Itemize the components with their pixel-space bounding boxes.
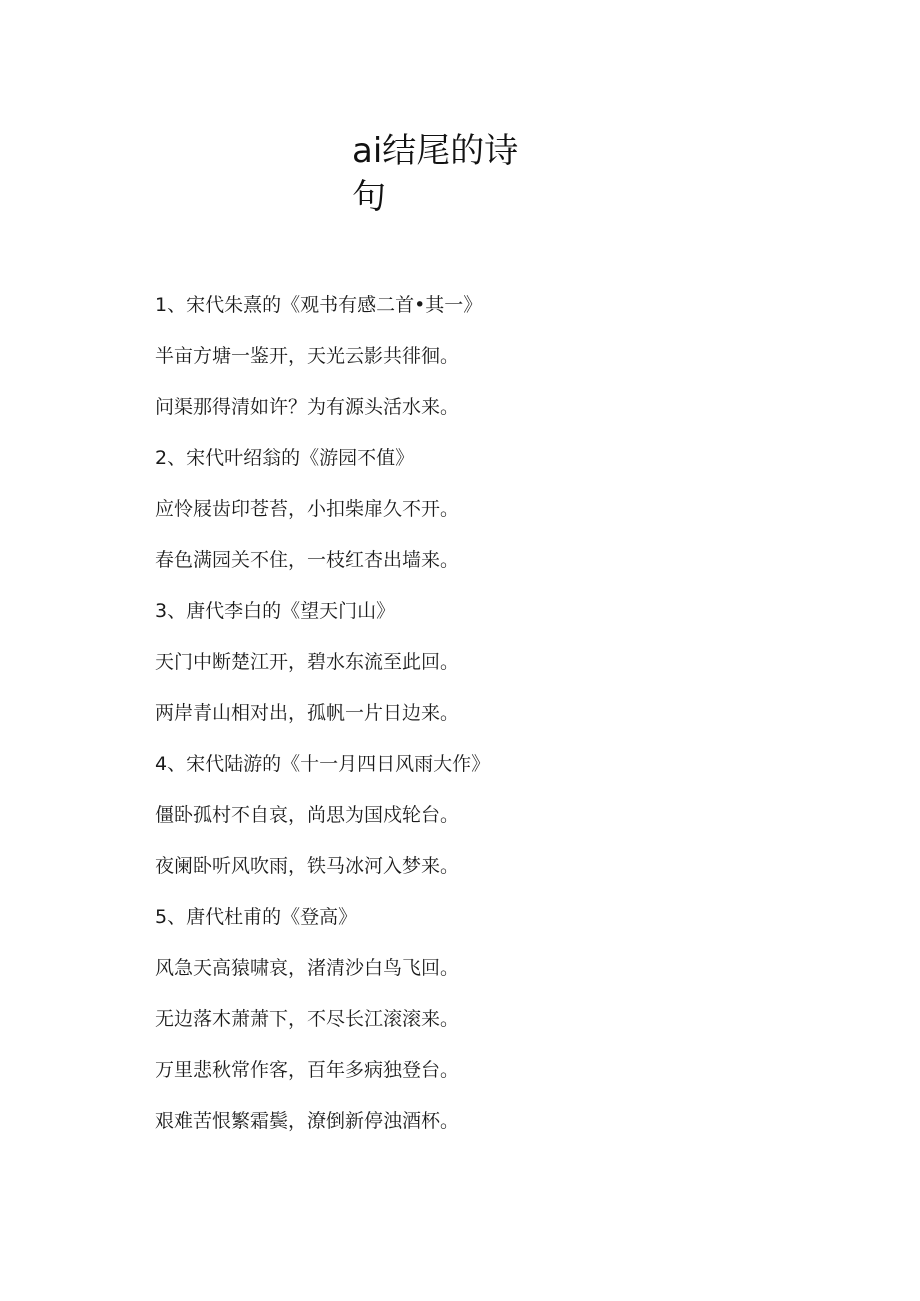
poem-heading-5: 5、唐代杜甫的《登高》 — [155, 906, 358, 928]
poem-line: 问渠那得清如许？为有源头活水来。 — [155, 396, 460, 418]
poem-heading-3: 3、唐代李白的《望天门山》 — [155, 600, 396, 622]
poem-heading-1: 1、宋代朱熹的《观书有感二首•其一》 — [155, 294, 483, 316]
poem-line: 僵卧孤村不自哀，尚思为国戍轮台。 — [155, 804, 460, 826]
poem-line: 风急天高猿啸哀，渚清沙白鸟飞回。 — [155, 957, 460, 979]
poem-line: 艰难苦恨繁霜鬓，潦倒新停浊酒杯。 — [155, 1110, 460, 1132]
poem-line: 天门中断楚江开，碧水东流至此回。 — [155, 651, 460, 673]
poem-line: 夜阑卧听风吹雨，铁马冰河入梦来。 — [155, 855, 460, 877]
poem-line: 两岸青山相对出，孤帆一片日边来。 — [155, 702, 460, 724]
poem-line: 应怜屐齿印苍苔，小扣柴扉久不开。 — [155, 498, 460, 520]
poem-line: 半亩方塘一鉴开，天光云影共徘徊。 — [155, 345, 460, 367]
poem-line: 春色满园关不住，一枝红杏出墙来。 — [155, 549, 460, 571]
poem-heading-2: 2、宋代叶绍翁的《游园不值》 — [155, 447, 415, 469]
poem-list — [155, 288, 855, 1155]
poem-line: 无边落木萧萧下，不尽长江滚滚来。 — [155, 1008, 460, 1030]
poem-heading-4: 4、宋代陆游的《十一月四日风雨大作》 — [155, 753, 491, 775]
page-title: ai结尾的诗句 — [352, 131, 519, 217]
poem-line: 万里悲秋常作客，百年多病独登台。 — [155, 1059, 460, 1081]
